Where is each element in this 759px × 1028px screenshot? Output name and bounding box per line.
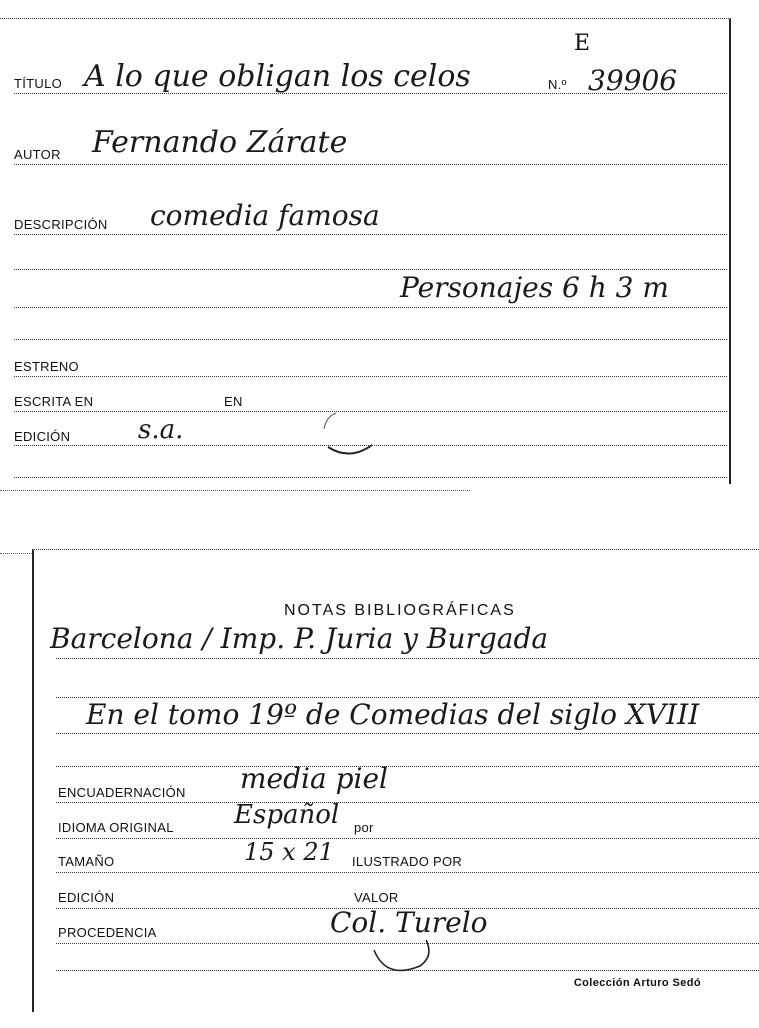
descripcion-label: DESCRIPCIÓN — [14, 217, 108, 232]
rule-line — [56, 872, 759, 873]
numero-value: 39906 — [588, 64, 678, 97]
rule-line — [14, 477, 727, 478]
rule-line — [14, 307, 727, 308]
punch-hole-mark — [320, 399, 390, 459]
tamano-label: TAMAÑO — [58, 854, 115, 869]
encuadernacion-value: media piel — [240, 762, 388, 795]
edicion-value: s.a. — [138, 415, 184, 445]
rule-line — [56, 838, 759, 839]
catalog-card-top — [0, 18, 731, 484]
escrita-label: ESCRITA EN — [14, 394, 94, 409]
rule-line — [56, 802, 759, 803]
procedencia-value: Col. Turelo — [330, 906, 488, 939]
encuadernacion-label: ENCUADERNACIÓN — [58, 785, 186, 800]
nota-line-1: Barcelona / Imp. P. Juria y Burgada — [50, 622, 549, 655]
collection-footer: Colección Arturo Sedó — [573, 977, 701, 989]
titulo-value: A lo que obligan los celos — [84, 59, 471, 94]
tamano-value: 15 x 21 — [244, 838, 334, 866]
idioma-value: Español — [234, 800, 340, 830]
procedencia-label: PROCEDENCIA — [58, 925, 157, 940]
personajes-value: Personajes 6 h 3 m — [400, 271, 669, 304]
por-label: por — [354, 820, 374, 835]
estreno-label: ESTRENO — [14, 359, 79, 374]
rule-line — [14, 376, 727, 377]
rule-line — [14, 269, 727, 270]
edicion-label: EDICIÓN — [14, 429, 71, 444]
ilustrado-label: ILUSTRADO POR — [352, 854, 463, 869]
autor-value: Fernando Zárate — [92, 125, 348, 160]
titulo-label: TÍTULO — [14, 76, 63, 91]
edicion-label: EDICIÓN — [58, 890, 115, 905]
rule-line — [56, 733, 759, 734]
idioma-label: IDIOMA ORIGINAL — [58, 820, 174, 835]
rule-line — [14, 339, 727, 340]
autor-label: AUTOR — [14, 147, 61, 162]
rule-line — [56, 658, 759, 659]
valor-label: VALOR — [354, 890, 399, 905]
card-edge-divider — [0, 553, 32, 554]
en-label: EN — [224, 394, 243, 409]
notas-heading: NOTAS BIBLIOGRÁFICAS — [284, 602, 516, 619]
numero-label: N.º — [548, 77, 567, 92]
rule-line — [14, 234, 727, 235]
descripcion-value: comedia famosa — [150, 199, 380, 232]
card-edge-divider — [0, 490, 470, 491]
rule-line — [56, 766, 759, 767]
numero-mark: E — [574, 31, 591, 56]
rule-line — [14, 164, 727, 165]
nota-line-2: En el tomo 19º de Comedias del siglo XVIII — [86, 698, 700, 731]
punch-hole-mark — [364, 910, 444, 980]
catalog-card-bottom — [32, 549, 759, 1012]
